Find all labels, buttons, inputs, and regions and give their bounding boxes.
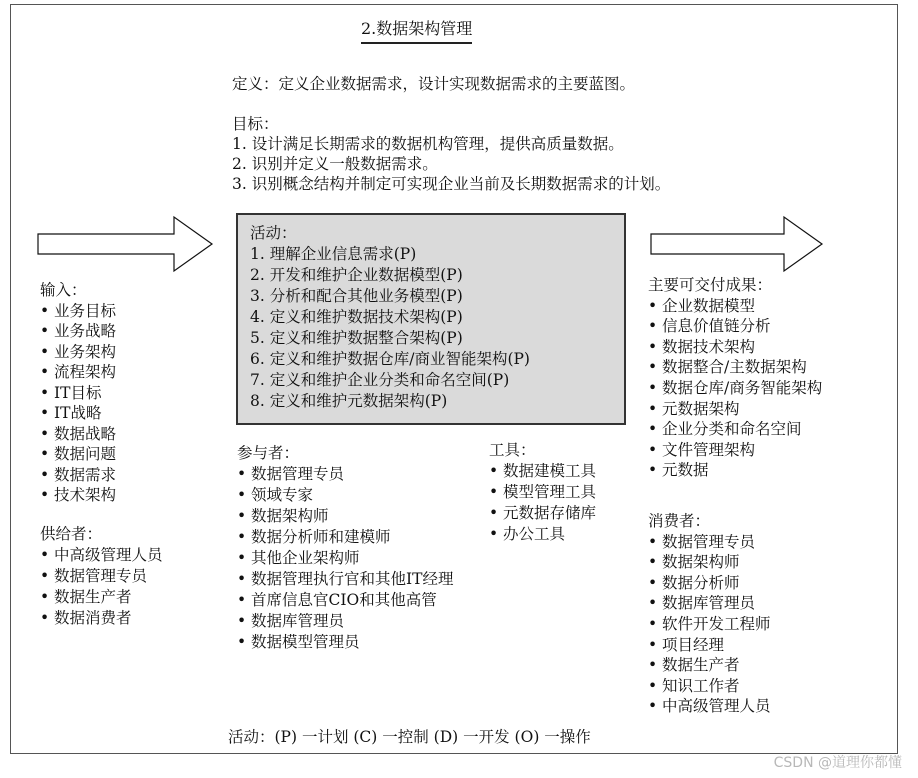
output-arrow-icon	[648, 214, 828, 274]
participant-item: • 数据架构师	[237, 506, 453, 527]
tools-heading: 工具：	[489, 441, 536, 459]
deliverables-section	[648, 275, 822, 481]
deliverables-list	[648, 296, 822, 481]
goal-item: 3. 识别概念结构并制定可实现企业当前及长期数据需求的计划。	[232, 175, 671, 193]
input-item: • IT战略	[40, 403, 116, 424]
consumer-item: • 软件开发工程师	[648, 614, 771, 635]
consumer-item: • 数据分析师	[648, 573, 771, 594]
goals-list	[232, 134, 670, 194]
consumer-item: • 项目经理	[648, 635, 771, 656]
goals-section	[232, 114, 670, 194]
suppliers-heading: 供给者：	[40, 525, 103, 543]
input-item: • 业务目标	[40, 301, 116, 322]
watermark: CSDN @道理你都懂	[773, 755, 902, 771]
participant-item: • 数据库管理员	[237, 611, 453, 632]
input-item: • 数据问题	[40, 444, 116, 465]
input-item: • 业务战略	[40, 321, 116, 342]
activity-legend: 活动：(P) 一计划 (C) 一控制 (D) 一开发 (O) 一操作	[228, 728, 591, 746]
input-item: • IT目标	[40, 383, 116, 404]
consumer-item: • 数据架构师	[648, 552, 771, 573]
activity-item: 2. 开发和维护企业数据模型(P)	[250, 266, 463, 284]
deliverable-item: • 企业数据模型	[648, 296, 822, 317]
activity-item: 1. 理解企业信息需求(P)	[250, 245, 417, 263]
deliverable-item: • 信息价值链分析	[648, 316, 822, 337]
tool-item: • 模型管理工具	[489, 482, 596, 503]
supplier-item: • 数据管理专员	[40, 566, 163, 587]
input-item: • 技术架构	[40, 485, 116, 506]
activity-item: 3. 分析和配合其他业务模型(P)	[250, 287, 463, 305]
participant-item: • 数据管理专员	[237, 464, 453, 485]
consumers-heading: 消费者：	[648, 512, 711, 530]
deliverable-item: • 数据技术架构	[648, 337, 822, 358]
inputs-list	[40, 301, 116, 506]
input-item: • 业务架构	[40, 342, 116, 363]
consumers-list	[648, 532, 771, 717]
inputs-section	[40, 280, 116, 506]
tool-item: • 办公工具	[489, 524, 596, 545]
deliverable-item: • 数据仓库/商务智能架构	[648, 378, 822, 399]
participant-item: • 数据分析师和建模师	[237, 527, 453, 548]
tool-item: • 元数据存储库	[489, 503, 596, 524]
consumer-item: • 中高级管理人员	[648, 696, 771, 717]
consumers-section	[648, 511, 771, 717]
deliverable-item: • 元数据架构	[648, 399, 822, 420]
consumer-item: • 知识工作者	[648, 676, 771, 697]
participants-section	[237, 443, 453, 653]
supplier-item: • 数据消费者	[40, 608, 163, 629]
suppliers-section	[40, 524, 163, 629]
consumer-item: • 数据库管理员	[648, 593, 771, 614]
input-item: • 数据战略	[40, 424, 116, 445]
activity-item: 7. 定义和维护企业分类和命名空间(P)	[250, 371, 510, 389]
goal-item: 1. 设计满足长期需求的数据机构管理，提供高质量数据。	[232, 135, 624, 153]
consumer-item: • 数据管理专员	[648, 532, 771, 553]
participant-item: • 其他企业架构师	[237, 548, 453, 569]
supplier-item: • 数据生产者	[40, 587, 163, 608]
participant-item: • 数据管理执行官和其他IT经理	[237, 569, 453, 590]
deliverable-item: • 企业分类和命名空间	[648, 419, 822, 440]
activity-item: 5. 定义和维护数据整合架构(P)	[250, 329, 463, 347]
input-item: • 数据需求	[40, 465, 116, 486]
definition-text: 定义：定义企业数据需求，设计实现数据需求的主要蓝图。	[232, 75, 636, 93]
deliverable-item: • 元数据	[648, 460, 822, 481]
participants-heading: 参与者：	[237, 444, 300, 462]
diagram-title: 2.数据架构管理	[361, 18, 472, 44]
tools-list	[489, 461, 596, 545]
participants-list	[237, 464, 453, 653]
goal-item: 2. 识别并定义一般数据需求。	[232, 155, 438, 173]
activities-box	[236, 213, 626, 425]
input-item: • 流程架构	[40, 362, 116, 383]
goals-heading: 目标：	[232, 115, 279, 133]
deliverables-heading: 主要可交付成果：	[648, 276, 773, 294]
activity-item: 8. 定义和维护元数据架构(P)	[250, 392, 448, 410]
supplier-item: • 中高级管理人员	[40, 545, 163, 566]
consumer-item: • 数据生产者	[648, 655, 771, 676]
activities-heading: 活动：	[250, 224, 297, 242]
participant-item: • 数据模型管理员	[237, 632, 453, 653]
participant-item: • 首席信息官CIO和其他高管	[237, 590, 453, 611]
deliverable-item: • 数据整合/主数据架构	[648, 357, 822, 378]
input-arrow-icon	[36, 214, 216, 274]
tools-section	[489, 440, 596, 545]
activity-item: 6. 定义和维护数据仓库/商业智能架构(P)	[250, 350, 530, 368]
participant-item: • 领域专家	[237, 485, 453, 506]
activity-item: 4. 定义和维护数据技术架构(P)	[250, 308, 463, 326]
activities-list	[250, 244, 624, 412]
deliverable-item: • 文件管理架构	[648, 440, 822, 461]
tool-item: • 数据建模工具	[489, 461, 596, 482]
suppliers-list	[40, 545, 163, 629]
inputs-heading: 输入：	[40, 281, 87, 299]
